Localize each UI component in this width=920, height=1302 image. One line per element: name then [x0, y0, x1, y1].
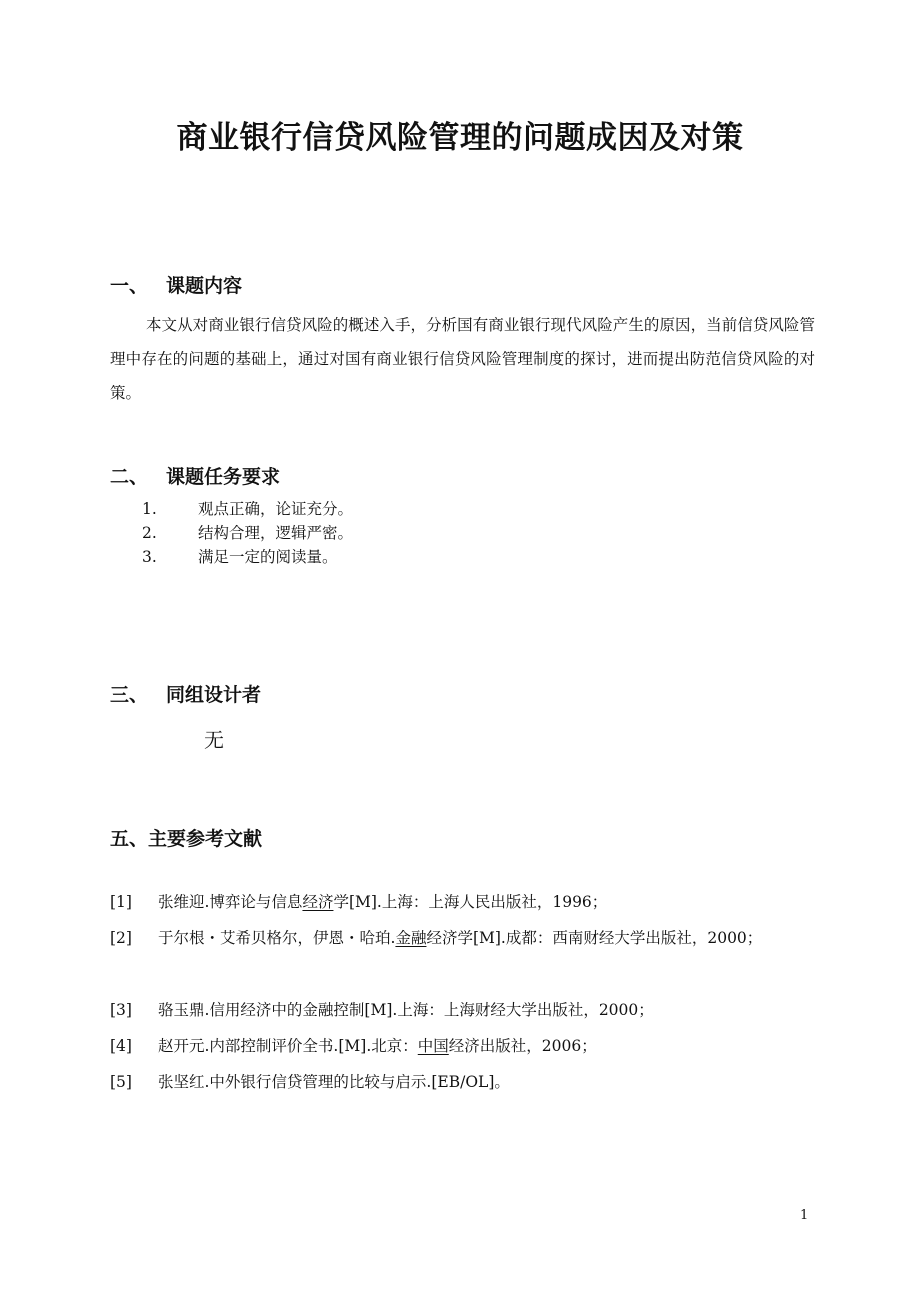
- list-index: 3.: [142, 548, 157, 566]
- reference-index: [1]: [110, 893, 132, 911]
- reference-item: [110, 920, 820, 956]
- section-number: 一、: [110, 275, 149, 297]
- reference-text-part: 学[M].上海：上海人民出版社，1996；: [333, 893, 608, 911]
- reference-text: [158, 920, 820, 956]
- content-paragraph: 本文从对商业银行信贷风险的概述入手，分析国有商业银行现代风险产生的原因，当前信贷风险管理中存在的问题的基础上，通过对国有商业银行信贷风险管理制度的探讨，进而提出防范信贷风险的对策。: [110, 316, 815, 402]
- reference-text-part: 赵开元.内部控制评价全书.[M].北京：: [158, 1037, 418, 1055]
- section-title: 课题内容: [166, 275, 243, 297]
- reference-link[interactable]: 经济: [302, 893, 334, 911]
- section-title: 课题任务要求: [166, 466, 281, 488]
- reference-text-part: 张坚红.中外银行信贷管理的比较与启示.[EB/OL]。: [158, 1073, 510, 1091]
- reference-item: [110, 884, 820, 920]
- reference-item: [110, 1028, 820, 1064]
- reference-index: [5]: [110, 1073, 132, 1091]
- section-number: 二、: [110, 466, 149, 488]
- reference-item: [110, 992, 820, 1028]
- section-heading-requirements: [110, 462, 280, 489]
- list-item: [142, 521, 353, 545]
- list-text: 满足一定的阅读量。: [198, 548, 338, 566]
- list-item: [142, 497, 353, 521]
- section-heading-references: 五、主要参考文献: [110, 828, 263, 850]
- reference-text-part: 张维迎.博弈论与信息: [158, 893, 303, 911]
- designer-value: 无: [204, 728, 224, 752]
- list-text: 结构合理，逻辑严密。: [198, 524, 354, 542]
- reference-text-part: 骆玉鼎.信用经济中的金融控制[M].上海：上海财经大学出版社，2000；: [158, 1001, 654, 1019]
- reference-link[interactable]: 中国: [417, 1037, 449, 1055]
- reference-text: [158, 992, 820, 1028]
- reference-text-part: 于尔根・艾希贝格尔，伊恩・哈珀.: [158, 929, 396, 947]
- reference-index: [4]: [110, 1037, 132, 1055]
- list-text: 观点正确，论证充分。: [198, 500, 354, 518]
- section-heading-designers: [110, 680, 261, 707]
- reference-text: [158, 884, 820, 920]
- page-title: 商业银行信贷风险管理的问题成因及对策: [176, 120, 744, 156]
- reference-text-part: 经济学[M].成都：西南财经大学出版社，2000；: [426, 929, 763, 947]
- list-index: 1.: [142, 500, 157, 518]
- reference-index: [2]: [110, 929, 132, 947]
- reference-text: [158, 1028, 820, 1064]
- reference-item: [110, 1064, 820, 1100]
- reference-text: [158, 1064, 820, 1100]
- reference-text-part: 经济出版社，2006；: [448, 1037, 597, 1055]
- section-number: 三、: [110, 684, 149, 706]
- page-number: 1: [800, 1208, 809, 1223]
- list-index: 2.: [142, 524, 157, 542]
- section-heading-content: [110, 271, 242, 298]
- section-title: 同组设计者: [166, 684, 262, 706]
- list-item: [142, 545, 338, 569]
- reference-index: [3]: [110, 1001, 132, 1019]
- reference-link[interactable]: 金融: [395, 929, 427, 947]
